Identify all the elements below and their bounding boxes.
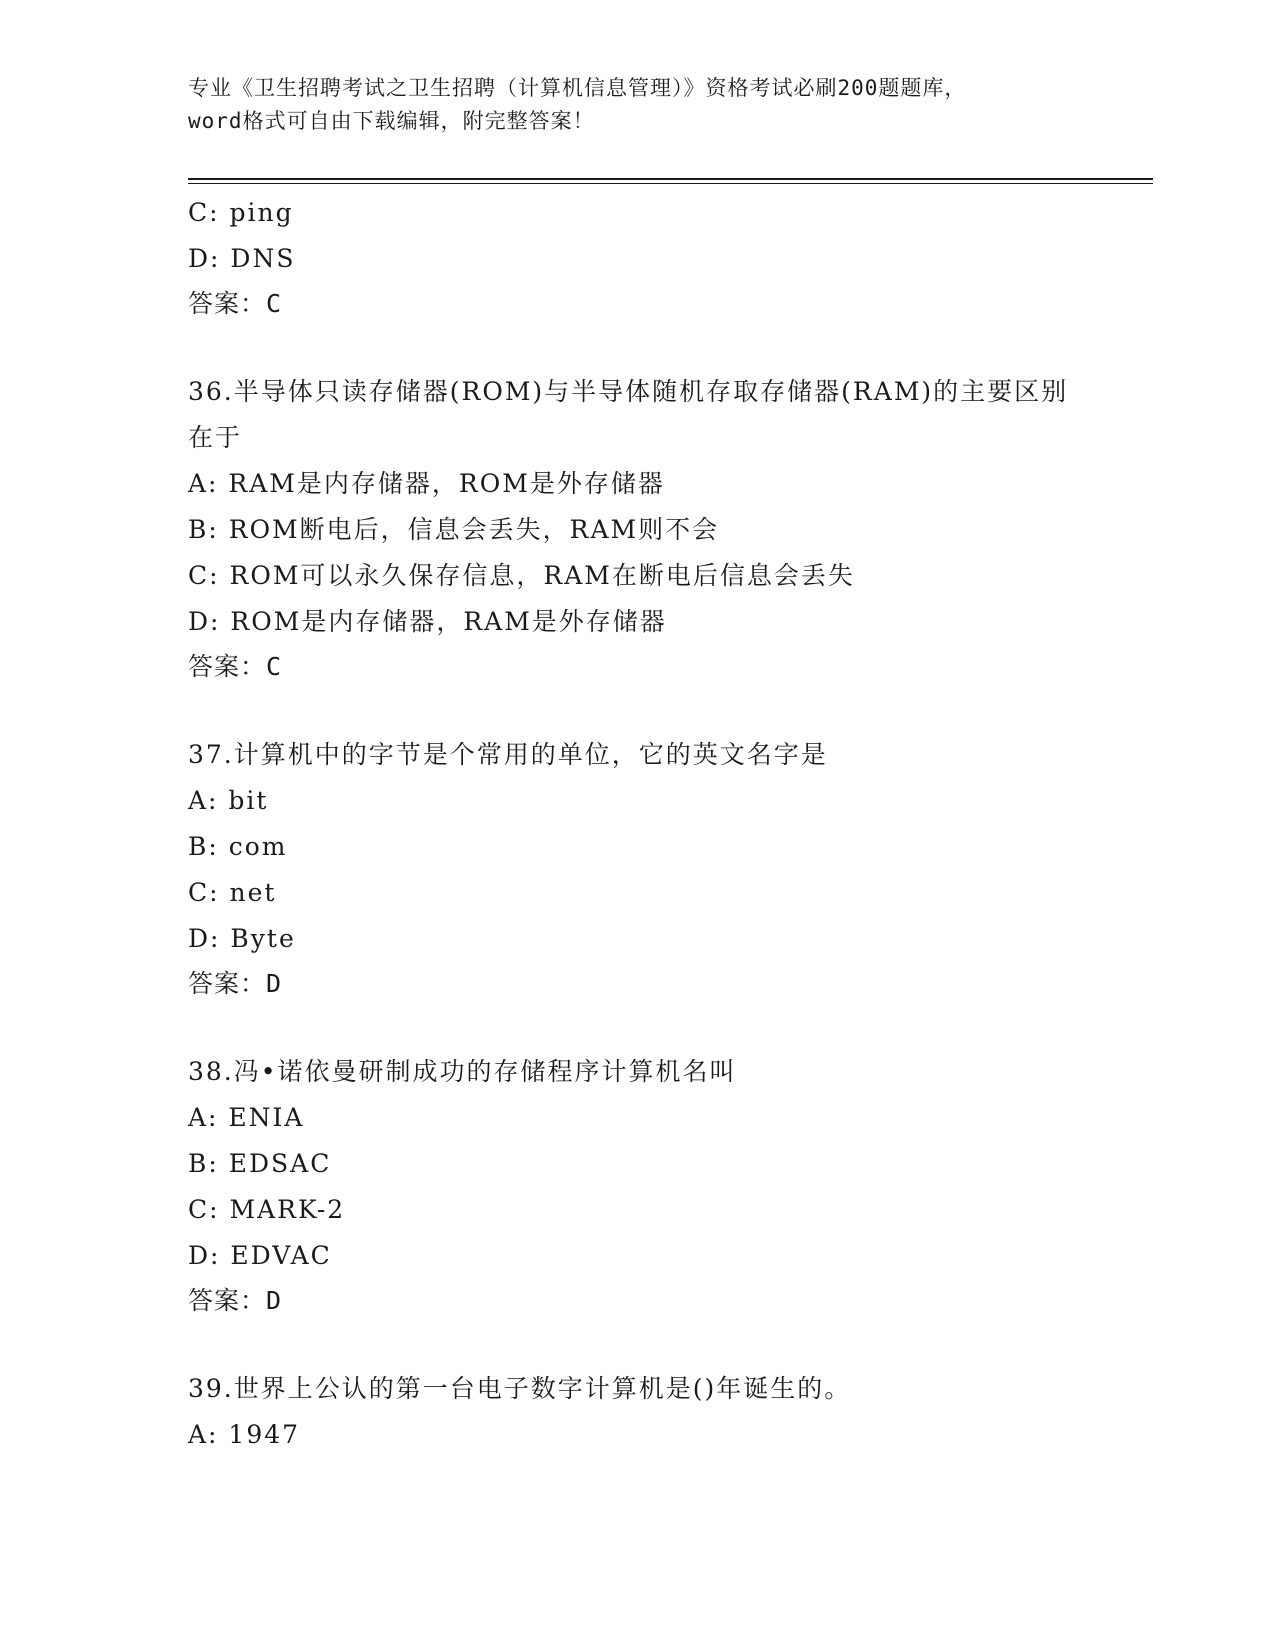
question-37 xyxy=(188,732,1138,1006)
option-b: B: com xyxy=(188,832,288,861)
header-title-line-1: 专业《卫生招聘考试之卫生招聘（计算机信息管理）》资格考试必刷200题题库， xyxy=(188,76,967,100)
header-divider-thin xyxy=(188,183,1153,184)
spacer xyxy=(188,1323,1138,1366)
question-stem: 38.冯•诺依曼研制成功的存储程序计算机名叫 xyxy=(188,1057,737,1086)
option-c: C: ROM可以永久保存信息，RAM在断电后信息会丢失 xyxy=(188,561,855,590)
option-c: C: net xyxy=(188,878,277,907)
option-a: A: RAM是内存储器，ROM是外存储器 xyxy=(188,469,665,498)
answer-label: 答案：D xyxy=(188,1286,283,1315)
header-divider-thick xyxy=(188,178,1153,180)
question-38 xyxy=(188,1049,1138,1323)
question-39 xyxy=(188,1366,1138,1458)
option-b: B: EDSAC xyxy=(188,1149,332,1178)
option-c: C: MARK-2 xyxy=(188,1195,346,1224)
question-36 xyxy=(188,369,1138,689)
answer-label: 答案：D xyxy=(188,969,283,998)
question-stem: 37.计算机中的字节是个常用的单位，它的英文名字是 xyxy=(188,740,828,769)
option-b: B: ROM断电后，信息会丢失，RAM则不会 xyxy=(188,515,720,544)
option-d: D: EDVAC xyxy=(188,1241,332,1270)
spacer xyxy=(188,689,1138,732)
option-d: D: Byte xyxy=(188,924,296,953)
option-a: A: ENIA xyxy=(188,1103,305,1132)
option-a: A: 1947 xyxy=(188,1420,301,1449)
question-stem: 36.半导体只读存储器(ROM)与半导体随机存取存储器(RAM)的主要区别 xyxy=(188,377,1069,406)
option-a: A: bit xyxy=(188,786,269,815)
document-header xyxy=(188,72,1088,138)
spacer xyxy=(188,1006,1138,1049)
answer-label: 答案：C xyxy=(188,289,283,318)
spacer xyxy=(188,326,1138,369)
question-35-continued xyxy=(188,190,1138,326)
header-title-line-2: word格式可自由下载编辑，附完整答案！ xyxy=(188,109,595,133)
option-c: C: ping xyxy=(188,198,294,227)
answer-label: 答案：C xyxy=(188,652,283,681)
option-d: D: ROM是内存储器，RAM是外存储器 xyxy=(188,607,667,636)
question-list xyxy=(188,190,1138,1458)
question-stem-continued: 在于 xyxy=(188,423,243,452)
option-d: D: DNS xyxy=(188,244,296,273)
question-stem: 39.世界上公认的第一台电子数字计算机是()年诞生的。 xyxy=(188,1374,852,1403)
